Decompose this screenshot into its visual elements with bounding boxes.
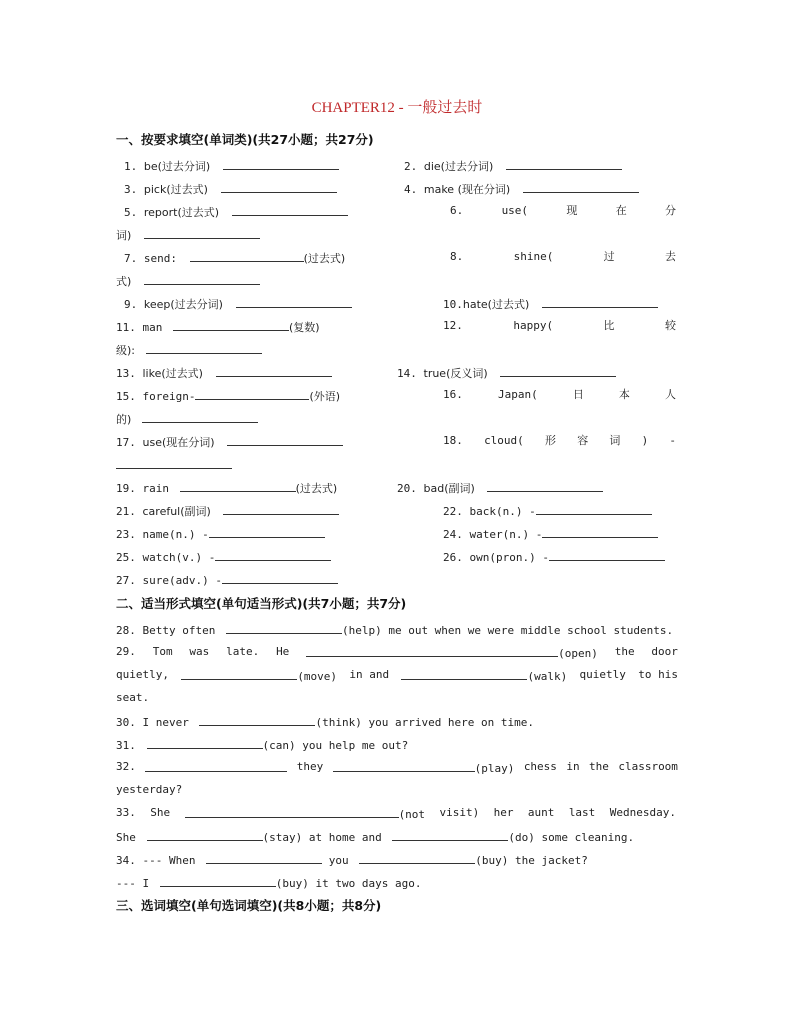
answer-blank[interactable] xyxy=(232,204,348,216)
answer-blank[interactable] xyxy=(223,503,339,515)
answer-blank[interactable] xyxy=(144,273,260,285)
question-15: 15. foreign- (外语) xyxy=(116,390,341,403)
answer-blank[interactable] xyxy=(199,714,315,726)
answer-blank[interactable] xyxy=(392,829,508,841)
question-27: 27. sure(adv.) - xyxy=(116,572,338,588)
answer-blank[interactable] xyxy=(181,668,297,680)
question-8-cont: 式) xyxy=(116,273,260,289)
question-29: 29. Tom was late. He (open) the door xyxy=(116,645,678,660)
answer-blank[interactable] xyxy=(500,365,616,377)
question-4: 4. make (现在分词) xyxy=(404,181,639,197)
answer-blank[interactable] xyxy=(227,434,343,446)
answer-blank[interactable] xyxy=(206,852,322,864)
answer-blank[interactable] xyxy=(209,526,325,538)
question-32: 32. they (play) chess in the classroom xyxy=(116,760,678,775)
question-29-line2: quietly, (move) in and (walk) quietly to his xyxy=(116,668,678,683)
answer-blank[interactable] xyxy=(142,411,258,423)
question-34-line2: --- I (buy) it two days ago. xyxy=(116,877,422,890)
question-10: 10.hate(过去式) xyxy=(443,296,658,312)
answer-blank[interactable] xyxy=(190,250,304,262)
answer-blank[interactable] xyxy=(146,342,262,354)
answer-blank[interactable] xyxy=(116,457,232,469)
question-5: 5. report(过去式) xyxy=(124,204,348,220)
question-7: 7. send: (过去式) xyxy=(124,252,346,265)
question-16-cont: 的) xyxy=(116,411,258,427)
question-17: 17. use(现在分词) xyxy=(116,434,343,450)
answer-blank[interactable] xyxy=(236,296,352,308)
question-21: 21. careful(副词) xyxy=(116,503,339,519)
answer-blank[interactable] xyxy=(506,158,622,170)
answer-blank[interactable] xyxy=(226,622,342,634)
question-25: 25. watch(v.) - xyxy=(116,549,331,565)
section-1-heading: 一、按要求填空(单词类)(共27小题；共27分) xyxy=(116,132,374,147)
answer-blank[interactable] xyxy=(185,806,399,818)
answer-blank[interactable] xyxy=(536,503,652,515)
answer-blank[interactable] xyxy=(333,760,475,772)
question-12-cont: 级): xyxy=(116,342,262,358)
page-title: CHAPTER12 - 一般过去时 xyxy=(311,100,483,116)
question-28: 28. Betty often (help) me out when we were middle school students. xyxy=(116,624,674,637)
answer-blank[interactable] xyxy=(359,852,475,864)
question-26: 26. own(pron.) - xyxy=(443,549,665,565)
answer-blank[interactable] xyxy=(542,296,658,308)
answer-blank[interactable] xyxy=(523,181,639,193)
question-6-cont: 词) xyxy=(116,227,260,243)
answer-blank[interactable] xyxy=(221,181,337,193)
answer-blank[interactable] xyxy=(223,158,339,170)
question-34: 34. --- When you (buy) the jacket? xyxy=(116,854,588,867)
answer-blank[interactable] xyxy=(401,668,527,680)
answer-blank[interactable] xyxy=(160,875,276,887)
answer-blank[interactable] xyxy=(306,645,558,657)
question-6: 6. use( 现 在 分 xyxy=(450,204,676,217)
answer-blank[interactable] xyxy=(542,526,658,538)
question-13: 13. like(过去式) xyxy=(116,365,332,381)
question-20: 20. bad(副词) xyxy=(397,480,603,496)
question-12: 12. happy( 比 较 xyxy=(443,319,676,332)
question-30: 30. I never (think) you arrived here on time. xyxy=(116,716,535,729)
question-9: 9. keep(过去分词) xyxy=(124,296,352,312)
answer-blank[interactable] xyxy=(215,549,331,561)
question-11: 11. man (复数) xyxy=(116,321,320,334)
section-2-heading: 二、适当形式填空(单句适当形式)(共7小题；共7分) xyxy=(116,596,407,611)
question-14: 14. true(反义词) xyxy=(397,365,616,381)
question-29-line3: seat. xyxy=(116,691,150,704)
answer-blank[interactable] xyxy=(145,760,287,772)
question-1: 1. be(过去分词) xyxy=(124,158,339,174)
answer-blank[interactable] xyxy=(195,388,309,400)
answer-blank[interactable] xyxy=(147,737,263,749)
answer-blank[interactable] xyxy=(487,480,603,492)
question-8: 8. shine( 过 去 xyxy=(450,250,676,263)
question-33-line2: She (stay) at home and (do) some cleaning. xyxy=(116,831,635,844)
question-2: 2. die(过去分词) xyxy=(404,158,622,174)
answer-blank[interactable] xyxy=(180,480,296,492)
question-19: 19. rain (过去式) xyxy=(116,482,338,495)
answer-blank[interactable] xyxy=(216,365,332,377)
question-22: 22. back(n.) - xyxy=(443,503,652,519)
question-24: 24. water(n.) - xyxy=(443,526,658,542)
question-32-line2: yesterday? xyxy=(116,783,183,796)
question-31: 31. (can) you help me out? xyxy=(116,739,409,752)
question-18-cont xyxy=(116,457,232,473)
section-3-heading: 三、选词填空(单句选词填空)(共8小题；共8分) xyxy=(116,898,382,913)
answer-blank[interactable] xyxy=(222,572,338,584)
question-18: 18. cloud( 形 容 词 ) - xyxy=(443,434,676,447)
answer-blank[interactable] xyxy=(173,319,289,331)
answer-blank[interactable] xyxy=(549,549,665,561)
answer-blank[interactable] xyxy=(147,829,263,841)
answer-blank[interactable] xyxy=(144,227,260,239)
question-33: 33. She (not visit) her aunt last Wednesday. xyxy=(116,806,676,821)
question-23: 23. name(n.) - xyxy=(116,526,325,542)
question-3: 3. pick(过去式) xyxy=(124,181,337,197)
question-16: 16. Japan( 日 本 人 xyxy=(443,388,676,401)
